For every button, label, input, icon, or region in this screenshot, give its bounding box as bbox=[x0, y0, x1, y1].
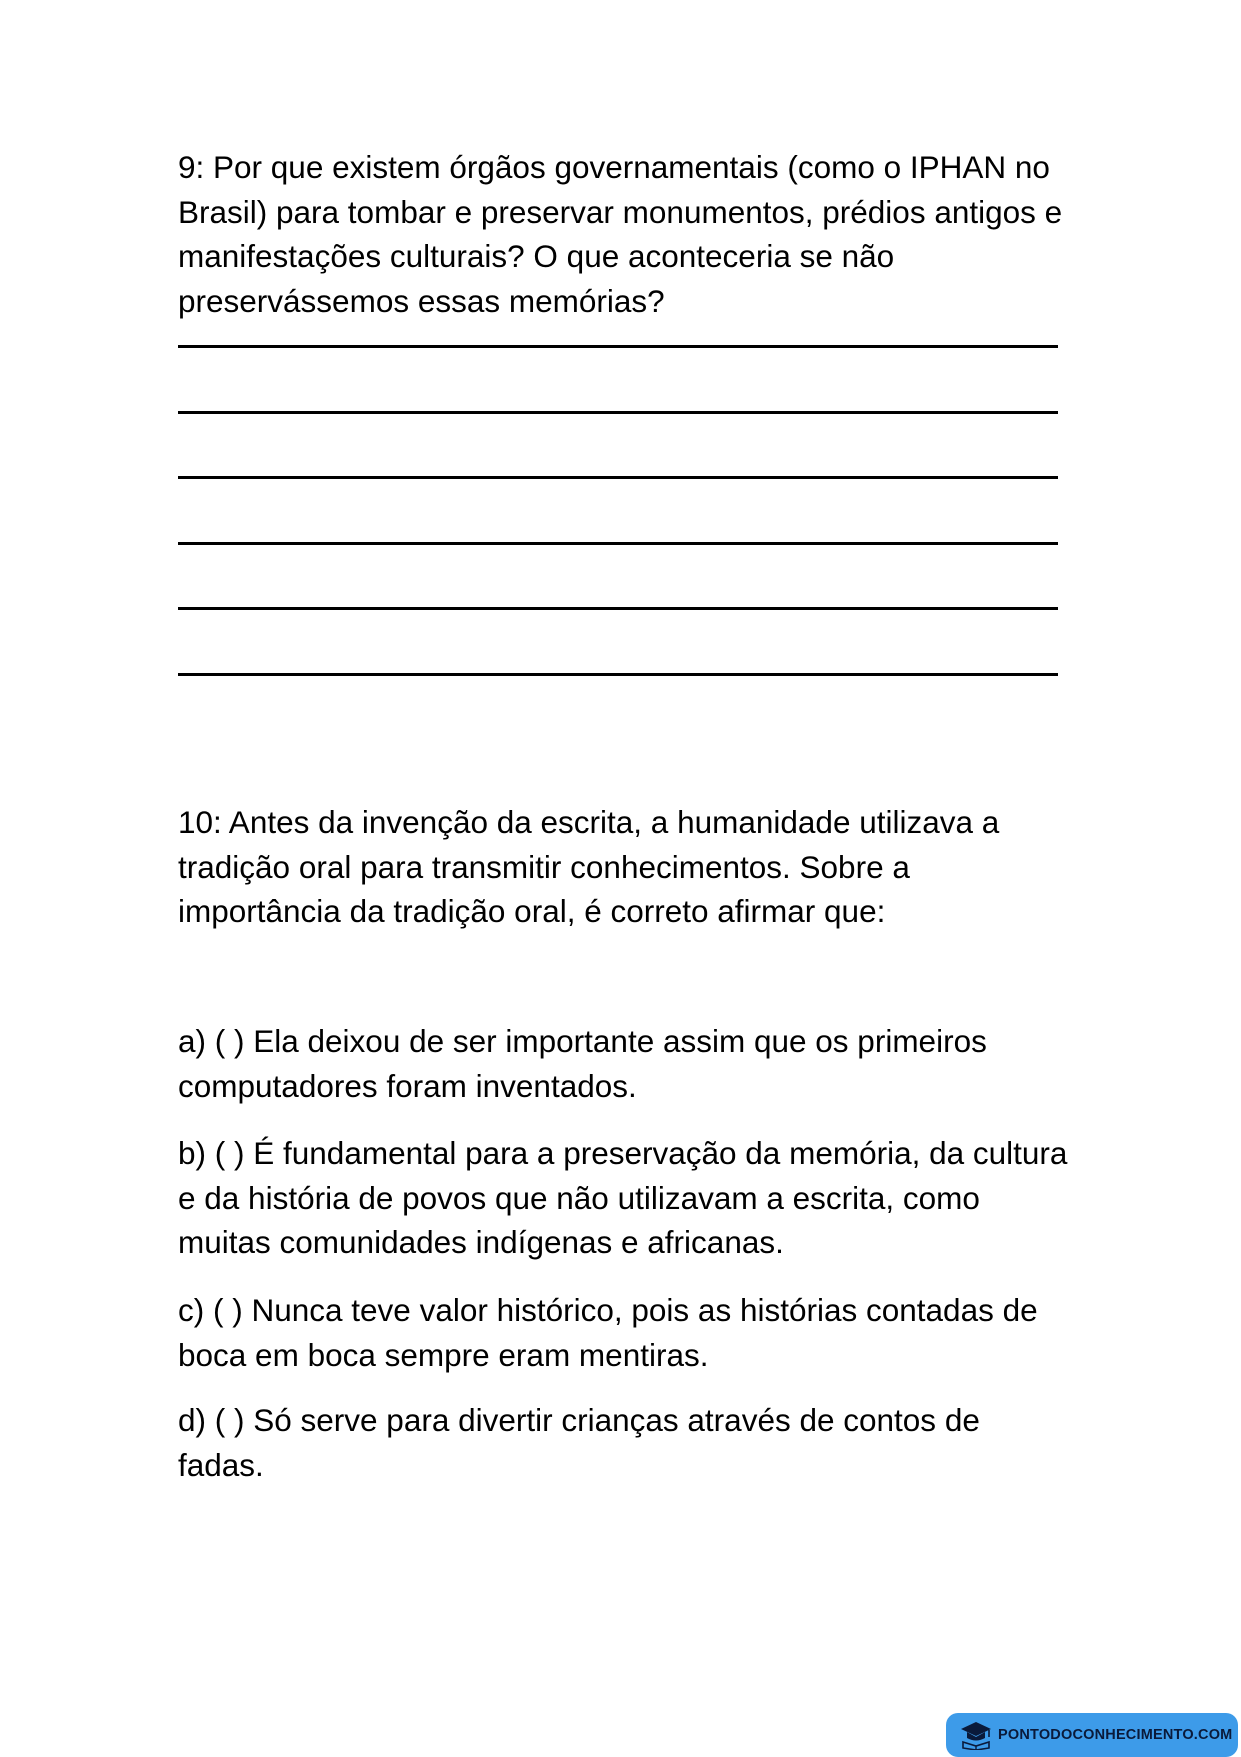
site-name: PONTODOCONHECIMENTO.COM bbox=[998, 1727, 1233, 1743]
option-d[interactable]: d) ( ) Só serve para divertir crianças através de contos de fadas. bbox=[178, 1402, 980, 1483]
answer-line[interactable] bbox=[178, 542, 1058, 545]
option-c[interactable]: c) ( ) Nunca teve valor histórico, pois as histórias contadas de boca em boca sempre eram mentiras. bbox=[178, 1292, 1038, 1373]
option-a[interactable]: a) ( ) Ela deixou de ser importante assim que os primeiros computadores foram inventados. bbox=[178, 1023, 987, 1104]
answer-line[interactable] bbox=[178, 607, 1058, 610]
graduation-cap-book-icon bbox=[958, 1717, 994, 1753]
answer-lines bbox=[178, 345, 1058, 738]
option-b[interactable]: b) ( ) É fundamental para a preservação da memória, da cultura e da história de povos que não utilizavam a escrita, como muitas comunidades indígenas e africanas. bbox=[178, 1135, 1068, 1260]
question-10-text: 10: Antes da invenção da escrita, a humanidade utilizava a tradição oral para transmitir conhecimentos. Sobre a importância da tradição oral, é correto afirmar que: bbox=[178, 804, 1000, 929]
answer-line[interactable] bbox=[178, 411, 1058, 414]
answer-line[interactable] bbox=[178, 673, 1058, 676]
answer-line[interactable] bbox=[178, 345, 1058, 348]
site-badge[interactable] bbox=[946, 1713, 1238, 1757]
worksheet-page bbox=[178, 0, 1068, 1755]
question-9-text: 9: Por que existem órgãos governamentais (como o IPHAN no Brasil) para tombar e preservar monumentos, prédios antigos e manifestações culturais? O que aconteceria se não preservássemos essas memórias? bbox=[178, 149, 1063, 319]
answer-line[interactable] bbox=[178, 476, 1058, 479]
